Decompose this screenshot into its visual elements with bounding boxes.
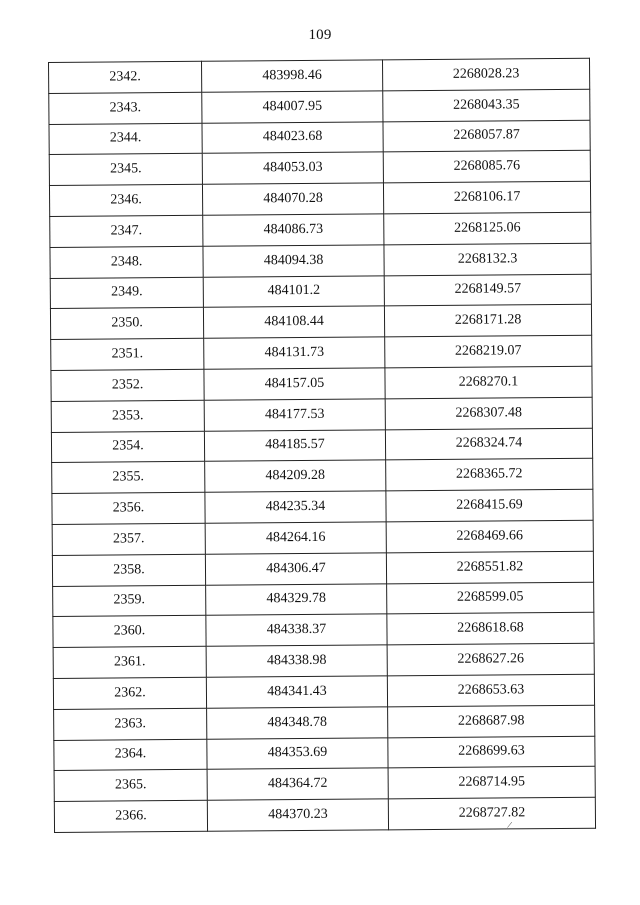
x-coordinate: 484338.98 <box>206 645 387 677</box>
y-coordinate: 2268699.63 <box>388 736 595 768</box>
table-row <box>51 366 592 401</box>
table-row <box>51 397 592 432</box>
x-coordinate: 483998.46 <box>201 60 382 92</box>
table-row <box>49 181 590 216</box>
table-row <box>49 151 590 186</box>
point-number: 2351. <box>51 338 204 370</box>
table-row <box>54 767 595 802</box>
coordinates-table <box>48 58 596 833</box>
y-coordinate: 2268028.23 <box>382 58 589 90</box>
x-coordinate: 484131.73 <box>204 337 385 369</box>
table-row <box>54 736 595 771</box>
point-number: 2365. <box>54 770 207 802</box>
page-number: 109 <box>308 27 332 43</box>
y-coordinate: 2268365.72 <box>386 459 593 491</box>
y-coordinate: 2268171.28 <box>384 305 591 337</box>
point-number: 2352. <box>51 369 204 401</box>
x-coordinate: 484235.34 <box>205 491 386 523</box>
x-coordinate: 484101.2 <box>203 275 384 307</box>
x-coordinate: 484338.37 <box>206 614 387 646</box>
y-coordinate: 2268085.76 <box>383 151 590 183</box>
x-coordinate: 484306.47 <box>205 553 386 585</box>
table-row <box>54 705 595 740</box>
x-coordinate: 484070.28 <box>202 183 383 215</box>
x-coordinate: 484053.03 <box>202 152 383 184</box>
table-row <box>49 58 590 93</box>
y-coordinate: 2268149.57 <box>384 274 591 306</box>
point-number: 2347. <box>50 215 203 247</box>
point-number: 2362. <box>53 677 206 709</box>
point-number: 2366. <box>54 800 207 832</box>
y-coordinate: 2268132.3 <box>384 243 591 275</box>
x-coordinate: 484177.53 <box>204 399 385 431</box>
y-coordinate: 2268727.82 <box>388 797 595 829</box>
point-number: 2346. <box>49 184 202 216</box>
x-coordinate: 484209.28 <box>205 460 386 492</box>
point-number: 2349. <box>50 277 203 309</box>
table-row <box>53 582 594 617</box>
point-number: 2361. <box>53 646 206 678</box>
x-coordinate: 484329.78 <box>206 583 387 615</box>
table-row <box>52 489 593 524</box>
coordinates-table-body <box>49 58 596 832</box>
y-coordinate: 2268125.06 <box>384 212 591 244</box>
y-coordinate: 2268551.82 <box>386 551 593 583</box>
point-number: 2342. <box>49 61 202 93</box>
y-coordinate: 2268469.66 <box>386 520 593 552</box>
table-row <box>53 613 594 648</box>
table-row <box>52 459 593 494</box>
point-number: 2363. <box>54 708 207 740</box>
table-row <box>49 120 590 155</box>
point-number: 2348. <box>50 246 203 278</box>
point-number: 2343. <box>49 92 202 124</box>
table-row <box>52 551 593 586</box>
x-coordinate: 484370.23 <box>207 799 388 831</box>
x-coordinate: 484353.69 <box>207 737 388 769</box>
point-number: 2364. <box>54 739 207 771</box>
y-coordinate: 2268219.07 <box>385 335 592 367</box>
point-number: 2355. <box>52 462 205 494</box>
y-coordinate: 2268324.74 <box>385 428 592 460</box>
x-coordinate: 484364.72 <box>207 768 388 800</box>
y-coordinate: 2268599.05 <box>387 582 594 614</box>
x-coordinate: 484157.05 <box>204 368 385 400</box>
point-number: 2356. <box>52 492 205 524</box>
y-coordinate: 2268627.26 <box>387 643 594 675</box>
y-coordinate: 2268714.95 <box>388 767 595 799</box>
point-number: 2350. <box>50 308 203 340</box>
y-coordinate: 2268415.69 <box>386 489 593 521</box>
table-row <box>53 643 594 678</box>
point-number: 2344. <box>49 123 202 155</box>
table-row <box>52 520 593 555</box>
x-coordinate: 484086.73 <box>203 214 384 246</box>
point-number: 2360. <box>53 616 206 648</box>
table-row <box>53 674 594 709</box>
point-number: 2357. <box>52 523 205 555</box>
table-row <box>51 335 592 370</box>
x-coordinate: 484007.95 <box>202 91 383 123</box>
x-coordinate: 484348.78 <box>207 707 388 739</box>
x-coordinate: 484264.16 <box>205 522 386 554</box>
table-row <box>51 428 592 463</box>
point-number: 2359. <box>53 585 206 617</box>
y-coordinate: 2268618.68 <box>387 613 594 645</box>
y-coordinate: 2268057.87 <box>383 120 590 152</box>
end-tick-mark: / <box>506 819 513 832</box>
y-coordinate: 2268653.63 <box>387 674 594 706</box>
y-coordinate: 2268687.98 <box>388 705 595 737</box>
x-coordinate: 484108.44 <box>203 306 384 338</box>
point-number: 2345. <box>49 154 202 186</box>
table-row <box>50 274 591 309</box>
table-row <box>50 243 591 278</box>
table-row <box>49 89 590 124</box>
point-number: 2354. <box>51 431 204 463</box>
table-row <box>50 212 591 247</box>
point-number: 2353. <box>51 400 204 432</box>
point-number: 2358. <box>52 554 205 586</box>
x-coordinate: 484341.43 <box>206 676 387 708</box>
y-coordinate: 2268307.48 <box>385 397 592 429</box>
table-row <box>50 305 591 340</box>
y-coordinate: 2268270.1 <box>385 366 592 398</box>
x-coordinate: 484185.57 <box>204 429 385 461</box>
table-row <box>54 797 595 832</box>
y-coordinate: 2268106.17 <box>383 181 590 213</box>
x-coordinate: 484094.38 <box>203 245 384 277</box>
x-coordinate: 484023.68 <box>202 121 383 153</box>
y-coordinate: 2268043.35 <box>383 89 590 121</box>
